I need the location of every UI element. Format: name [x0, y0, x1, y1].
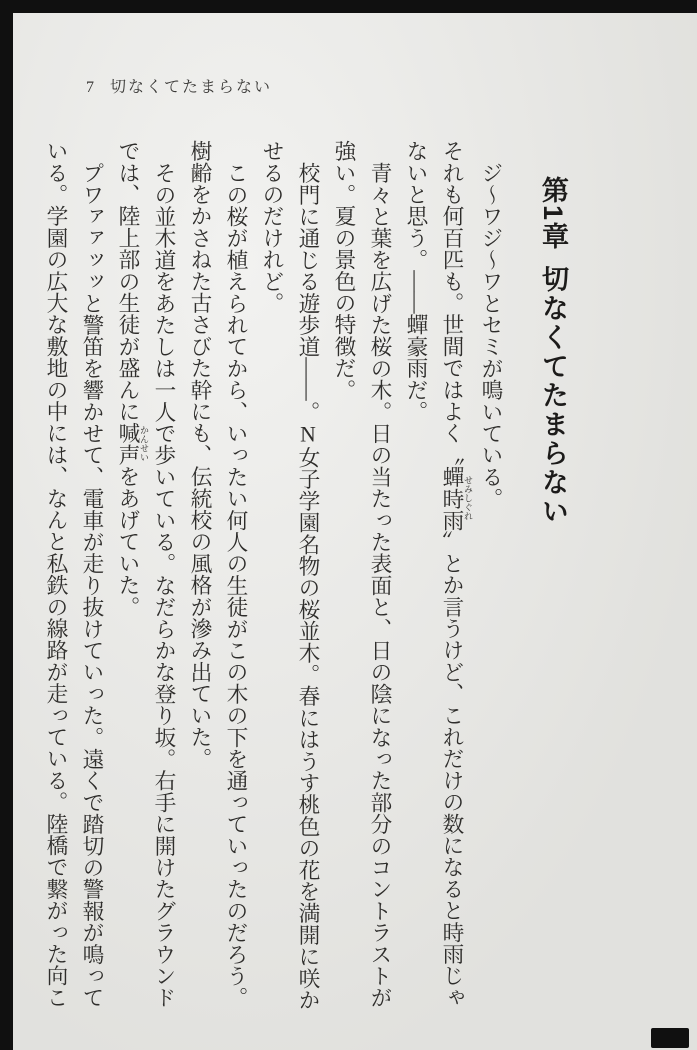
top-frame-bar — [0, 0, 697, 13]
chapter-title: 切なくてたまらない — [538, 265, 568, 527]
ruby-annotated-word: 蟬時雨 せみしぐれ — [440, 465, 473, 531]
page-content — [38, 140, 597, 1012]
chapter-number: 第1章 — [538, 176, 568, 252]
paragraph: 校門に通じる遊歩道――。N女子学園名物の桜並木。春にはうす桃色の花を満開に咲かせるのだけれど。 — [260, 140, 320, 1011]
upright-latin: N — [296, 422, 320, 447]
bottom-right-corner-mark — [651, 1028, 689, 1048]
running-header — [86, 74, 272, 97]
paragraph: ジ〜ワジ〜ワとセミが鳴いている。 — [479, 161, 503, 509]
body-text — [38, 140, 509, 1012]
chapter-heading — [531, 140, 575, 1012]
running-title: 切なくてたまらない — [110, 79, 273, 96]
paragraph: プワァァッッと警笛を響かせて、電車が走り抜けていった。遠くで踏切の警報が鳴っている。学園の広大な敷地の中には、なんと私鉄の線路が走っている。陸橋で繋がった向こ — [44, 140, 104, 1008]
paragraph: それも何百匹も。世間ではよく〝蟬時雨 せみしぐれ〟とか言うけど、これだけの数になると時雨じゃないと思う。――蟬豪雨だ。 — [404, 140, 473, 1009]
paragraph: この桜が植えられてから、いったい何人の生徒がこの木の下を通っていったのだろう。樹齢をかさねた古さびた幹にも、伝統校の風格が滲み出ていた。 — [188, 140, 248, 1008]
left-frame-bar — [0, 0, 13, 1050]
paragraph: その並木道をあたしは一人で歩いている。なだらかな登り坂。右手に開けたグラウンドでは、陸上部の生徒が盛んに喊声 かんせいをあげていた。 — [116, 140, 176, 1008]
page-number: 7 — [86, 79, 96, 96]
paragraph: 青々と葉を広げた桜の木。日の当たった表面と、日の陰になった部分のコントラストが強い。夏の景色の特徴だ。 — [332, 140, 392, 1008]
ruby-annotated-word: 喊声 かんせい — [116, 422, 149, 466]
